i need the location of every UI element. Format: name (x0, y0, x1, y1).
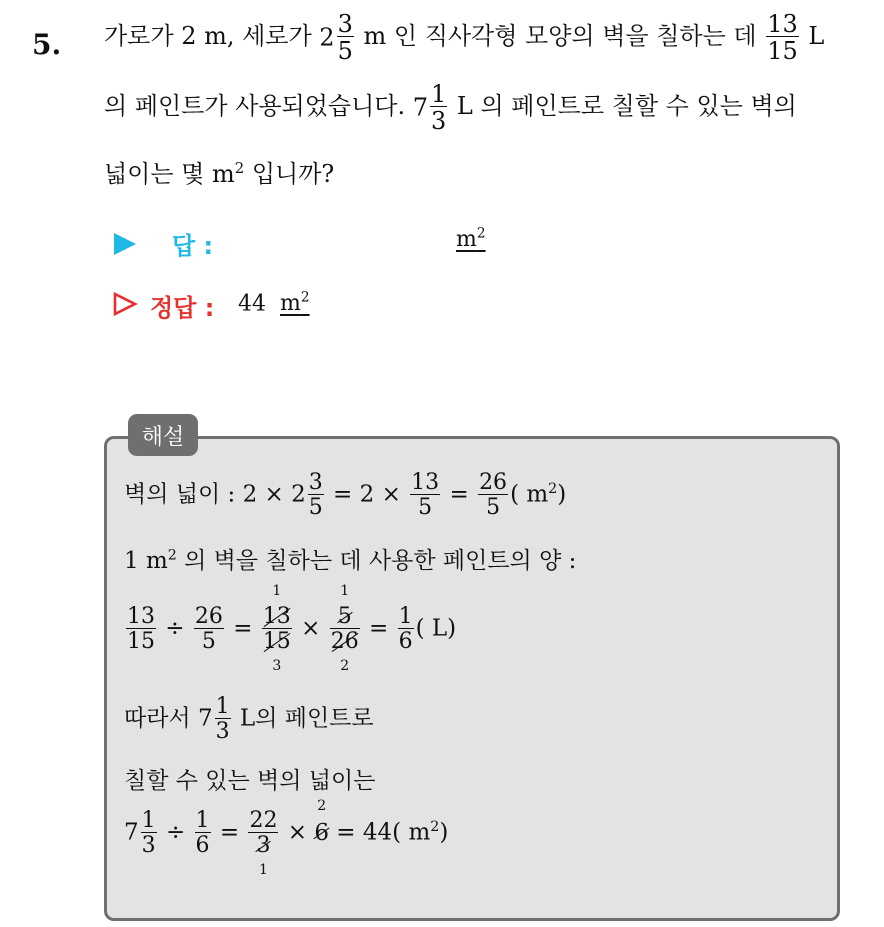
question-text: L (800, 22, 825, 50)
unit: m (212, 160, 235, 188)
solution-text: 따라서 (124, 705, 198, 732)
solution-text: L의 페인트로 (232, 705, 374, 732)
question-text: , 세로가 (226, 22, 320, 50)
solution-text: = 44( m (329, 819, 431, 846)
solution-line-2 (124, 542, 576, 575)
play-arrow-icon (112, 231, 138, 257)
outline-arrow-icon (112, 291, 138, 317)
cancel-fraction: 5 1 26 2 (330, 583, 359, 674)
cancel-number: 6 2 (314, 797, 329, 846)
fraction: $\frac{26}{5}$ (194, 604, 223, 654)
fraction: $\frac{13}{5}$ (411, 470, 440, 520)
solution-text: = (361, 615, 396, 642)
given-whole: 7 (412, 93, 429, 122)
cancel-fraction: 22 3 1 (249, 808, 278, 878)
question-text: 입니까? (244, 160, 335, 188)
solution-text: ) (557, 481, 567, 508)
question-text: 넓이는 몇 (104, 160, 212, 188)
height-whole: 2 (319, 23, 335, 52)
question-text: 의 페인트가 사용되었습니다. (104, 92, 413, 120)
solution-text: ( L) (415, 615, 457, 642)
solution-exponent: 2 (548, 480, 558, 497)
question-number: 5. (32, 28, 62, 61)
solution-text: ) (439, 819, 449, 846)
solution-line-6 (124, 797, 449, 878)
solution-text: 7 (197, 705, 213, 732)
solution-text: ÷ (158, 819, 193, 846)
correct-value: 44 (238, 291, 266, 317)
answer-unit: m (456, 227, 477, 253)
question-line-3 (104, 154, 334, 189)
question-line-1 (104, 12, 824, 63)
fraction: $\frac{1}{3}$ (141, 808, 156, 858)
solution-exponent: 2 (167, 547, 177, 564)
solution-exponent: 2 (430, 818, 440, 835)
correct-unit-exponent: 2 (300, 290, 310, 306)
solution-line-1 (124, 472, 566, 519)
solution-text: × (293, 615, 328, 642)
answer-unit-exponent: 2 (476, 226, 486, 242)
fraction: $\frac{13}{15}$ (127, 604, 155, 654)
solution-text: = (442, 481, 477, 508)
solution-text: = (212, 819, 247, 846)
solution-badge: 해설 (128, 414, 198, 456)
solution-line-3 (124, 583, 457, 674)
question-text: m 인 직사각형 모양의 벽을 칠하는 데 (355, 22, 765, 50)
correct-answer-value (238, 290, 310, 316)
solution-text: 의 벽을 칠하는 데 사용한 페인트의 양 : (176, 548, 577, 574)
fraction: $\frac{1}{6}$ (398, 604, 413, 654)
given-fraction: $\frac{1}{3}$ (431, 80, 447, 135)
fraction: $\frac{1}{6}$ (195, 808, 210, 858)
fraction: $\frac{26}{5}$ (479, 470, 508, 520)
height-fraction: $\frac{3}{5}$ (337, 10, 353, 65)
solution-text: 1 m (124, 548, 168, 574)
question-text: L 의 페인트로 칠할 수 있는 벽의 (449, 92, 797, 120)
cancel-fraction: 13 1 15 3 (262, 583, 291, 674)
solution-text: = (225, 615, 260, 642)
solution-text: 2 × (242, 481, 292, 508)
solution-text: ( m (510, 481, 549, 508)
solution-line-5: 칠할 수 있는 벽의 넓이는 (124, 768, 376, 794)
answer-label: 답 : (172, 232, 214, 260)
correct-unit: m (280, 291, 301, 317)
fraction: $\frac{1}{3}$ (215, 694, 230, 744)
solution-text: ÷ (158, 615, 192, 642)
fraction: $\frac{3}{5}$ (308, 470, 323, 520)
correct-answer-label: 정답 : (150, 294, 215, 322)
question-line-2 (104, 82, 797, 133)
solution-text: × (280, 819, 315, 846)
solution-text: 7 (124, 819, 139, 846)
solution-text: 2 (291, 481, 306, 508)
solution-text: 벽의 넓이 : (124, 481, 243, 508)
width-value: 2 m (181, 22, 227, 50)
question-text: 가로가 (104, 22, 182, 50)
solution-text: = 2 × (325, 481, 409, 508)
answer-field[interactable] (456, 226, 486, 252)
solution-line-4 (124, 696, 374, 743)
paint-fraction: $\frac{13}{15}$ (767, 10, 798, 65)
unit-exponent: 2 (234, 159, 245, 177)
